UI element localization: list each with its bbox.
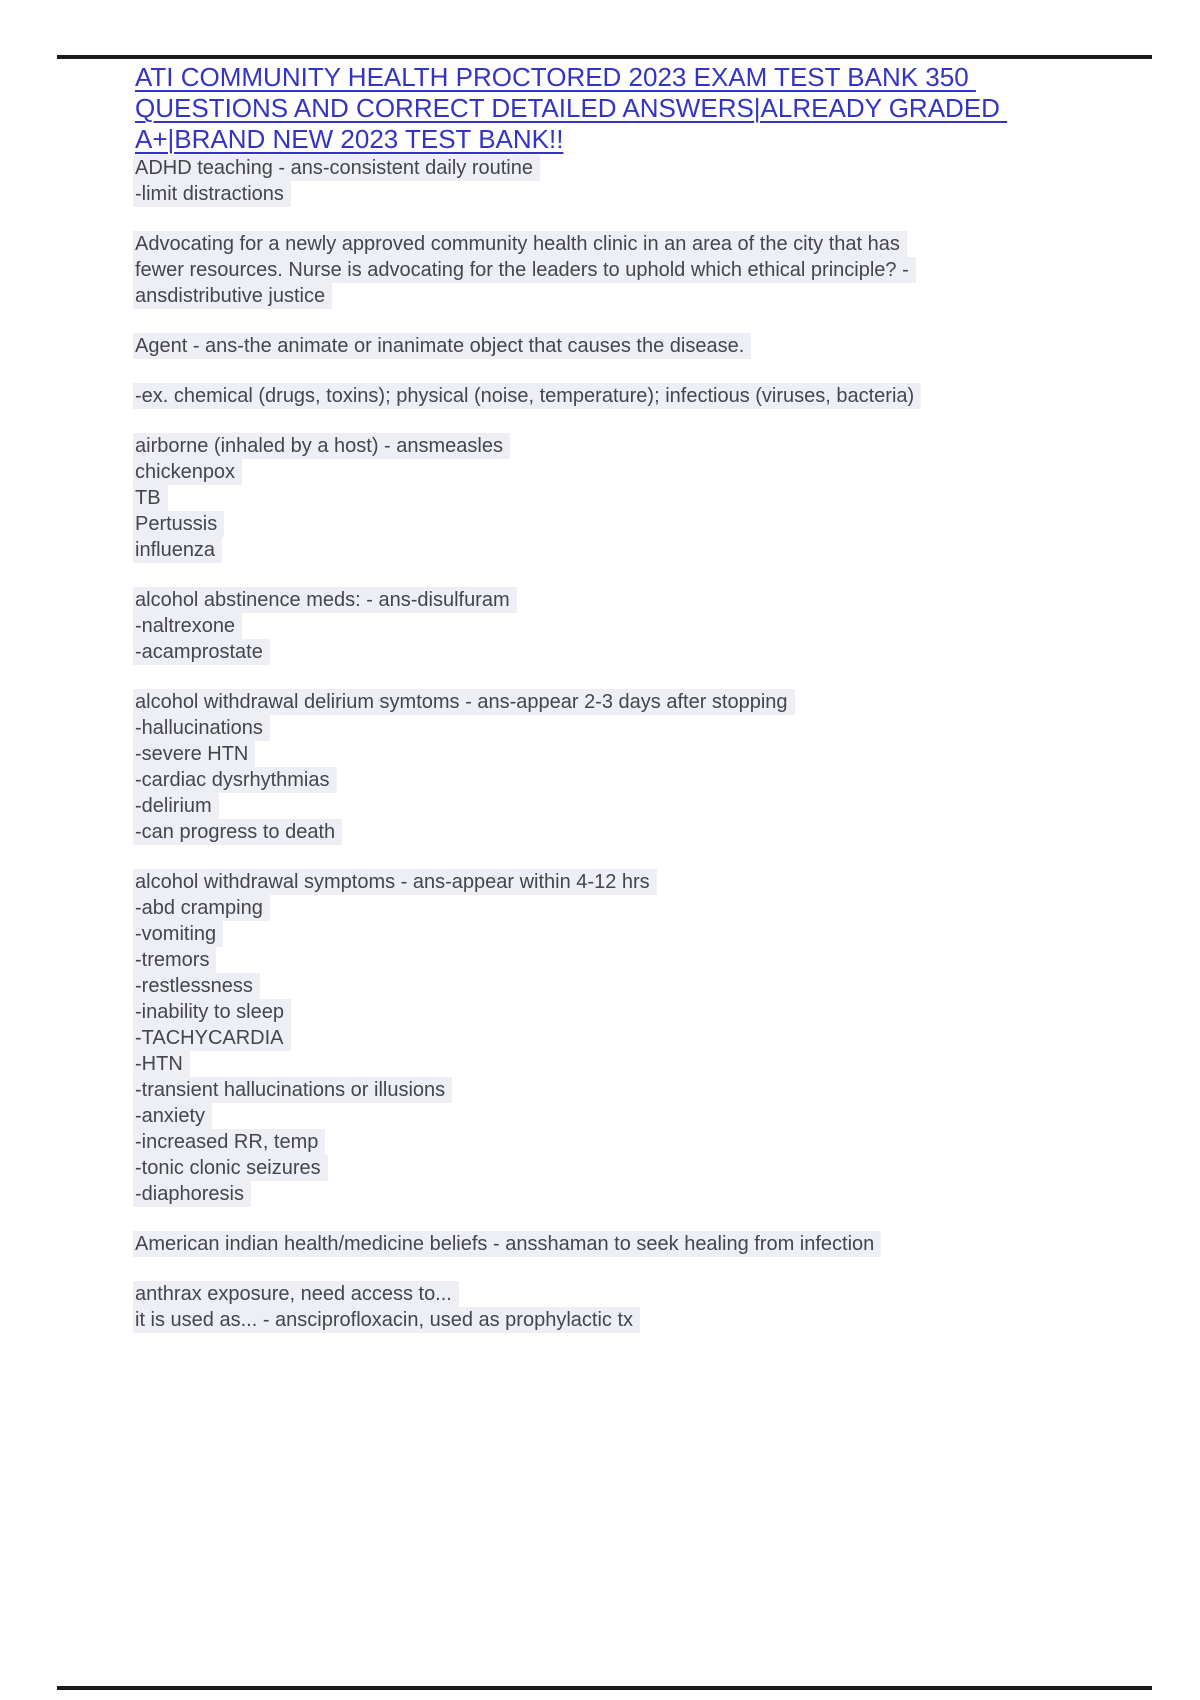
qa-item: [135, 383, 1095, 409]
line-text: -limit distractions: [133, 181, 291, 207]
top-divider: [57, 55, 1152, 59]
line-text: Advocating for a newly approved community health clinic in an area of the city that has: [133, 231, 907, 257]
line-text: it is used as... - ansciprofloxacin, used as prophylactic tx: [133, 1307, 640, 1333]
line-text: -tonic clonic seizures: [133, 1155, 328, 1181]
text-line: [135, 869, 1095, 895]
line-text: -anxiety: [133, 1103, 212, 1129]
text-line: [135, 921, 1095, 947]
text-line: [135, 1077, 1095, 1103]
line-text: -cardiac dysrhythmias: [133, 767, 337, 793]
text-line: [135, 1181, 1095, 1207]
line-text: ansdistributive justice: [133, 283, 332, 309]
line-text: airborne (inhaled by a host) - ansmeasles: [133, 433, 510, 459]
line-text: -diaphoresis: [133, 1181, 251, 1207]
text-line: [135, 511, 1095, 537]
document-title-link[interactable]: [135, 62, 1095, 155]
text-line: [135, 1051, 1095, 1077]
text-line: [135, 433, 1095, 459]
line-text: -tremors: [133, 947, 216, 973]
line-text: fewer resources. Nurse is advocating for the leaders to uphold which ethical principle? -: [133, 257, 916, 283]
line-text: alcohol withdrawal symptoms - ans-appear within 4-12 hrs: [133, 869, 657, 895]
text-line: [135, 485, 1095, 511]
line-text: anthrax exposure, need access to...: [133, 1281, 459, 1307]
line-text: -inability to sleep: [133, 999, 291, 1025]
qa-item: [135, 231, 1095, 309]
text-line: [135, 613, 1095, 639]
line-text: ADHD teaching - ans-consistent daily routine: [133, 155, 540, 181]
line-text: -TACHYCARDIA: [133, 1025, 291, 1051]
text-line: [135, 257, 1095, 283]
line-text: influenza: [133, 537, 222, 563]
text-line: [135, 283, 1095, 309]
qa-item: [135, 689, 1095, 845]
text-line: [135, 1129, 1095, 1155]
text-line: [135, 819, 1095, 845]
text-line: [135, 689, 1095, 715]
line-text: -naltrexone: [133, 613, 242, 639]
title-line: ATI COMMUNITY HEALTH PROCTORED 2023 EXAM TEST BANK 350: [135, 62, 976, 92]
bottom-divider: [57, 1686, 1152, 1690]
line-text: -vomiting: [133, 921, 223, 947]
qa-item: [135, 869, 1095, 1207]
qa-list: [135, 155, 1095, 1333]
line-text: -transient hallucinations or illusions: [133, 1077, 452, 1103]
text-line: [135, 1307, 1095, 1333]
text-line: [135, 793, 1095, 819]
text-line: [135, 537, 1095, 563]
line-text: Agent - ans-the animate or inanimate object that causes the disease.: [133, 333, 751, 359]
line-text: -HTN: [133, 1051, 190, 1077]
text-line: [135, 973, 1095, 999]
line-text: -can progress to death: [133, 819, 342, 845]
qa-item: [135, 1231, 1095, 1257]
line-text: -ex. chemical (drugs, toxins); physical (noise, temperature); infectious (viruses, bacteria): [133, 383, 921, 409]
line-text: TB: [133, 485, 168, 511]
qa-item: [135, 1281, 1095, 1333]
text-line: [135, 715, 1095, 741]
qa-item: [135, 433, 1095, 563]
text-line: [135, 1103, 1095, 1129]
text-line: [135, 1025, 1095, 1051]
line-text: -hallucinations: [133, 715, 270, 741]
line-text: -restlessness: [133, 973, 260, 999]
document-content: [135, 62, 1095, 1333]
title-line: QUESTIONS AND CORRECT DETAILED ANSWERS|ALREADY GRADED: [135, 93, 1008, 123]
line-text: -increased RR, temp: [133, 1129, 325, 1155]
text-line: [135, 459, 1095, 485]
line-text: -delirium: [133, 793, 219, 819]
line-text: -abd cramping: [133, 895, 270, 921]
text-line: [135, 999, 1095, 1025]
text-line: [135, 1155, 1095, 1181]
qa-item: [135, 333, 1095, 359]
text-line: [135, 895, 1095, 921]
text-line: [135, 1231, 1095, 1257]
text-line: [135, 155, 1095, 181]
qa-item: [135, 587, 1095, 665]
qa-item: [135, 155, 1095, 207]
text-line: [135, 947, 1095, 973]
text-line: [135, 639, 1095, 665]
line-text: -severe HTN: [133, 741, 255, 767]
line-text: alcohol withdrawal delirium symtoms - ans-appear 2-3 days after stopping: [133, 689, 795, 715]
line-text: alcohol abstinence meds: - ans-disulfuram: [133, 587, 517, 613]
line-text: Pertussis: [133, 511, 224, 537]
line-text: chickenpox: [133, 459, 242, 485]
title-line: A+|BRAND NEW 2023 TEST BANK!!: [135, 124, 564, 154]
line-text: American indian health/medicine beliefs - ansshaman to seek healing from infection: [133, 1231, 881, 1257]
text-line: [135, 181, 1095, 207]
text-line: [135, 231, 1095, 257]
text-line: [135, 333, 1095, 359]
line-text: -acamprostate: [133, 639, 270, 665]
text-line: [135, 767, 1095, 793]
text-line: [135, 383, 1095, 409]
text-line: [135, 587, 1095, 613]
text-line: [135, 741, 1095, 767]
text-line: [135, 1281, 1095, 1307]
